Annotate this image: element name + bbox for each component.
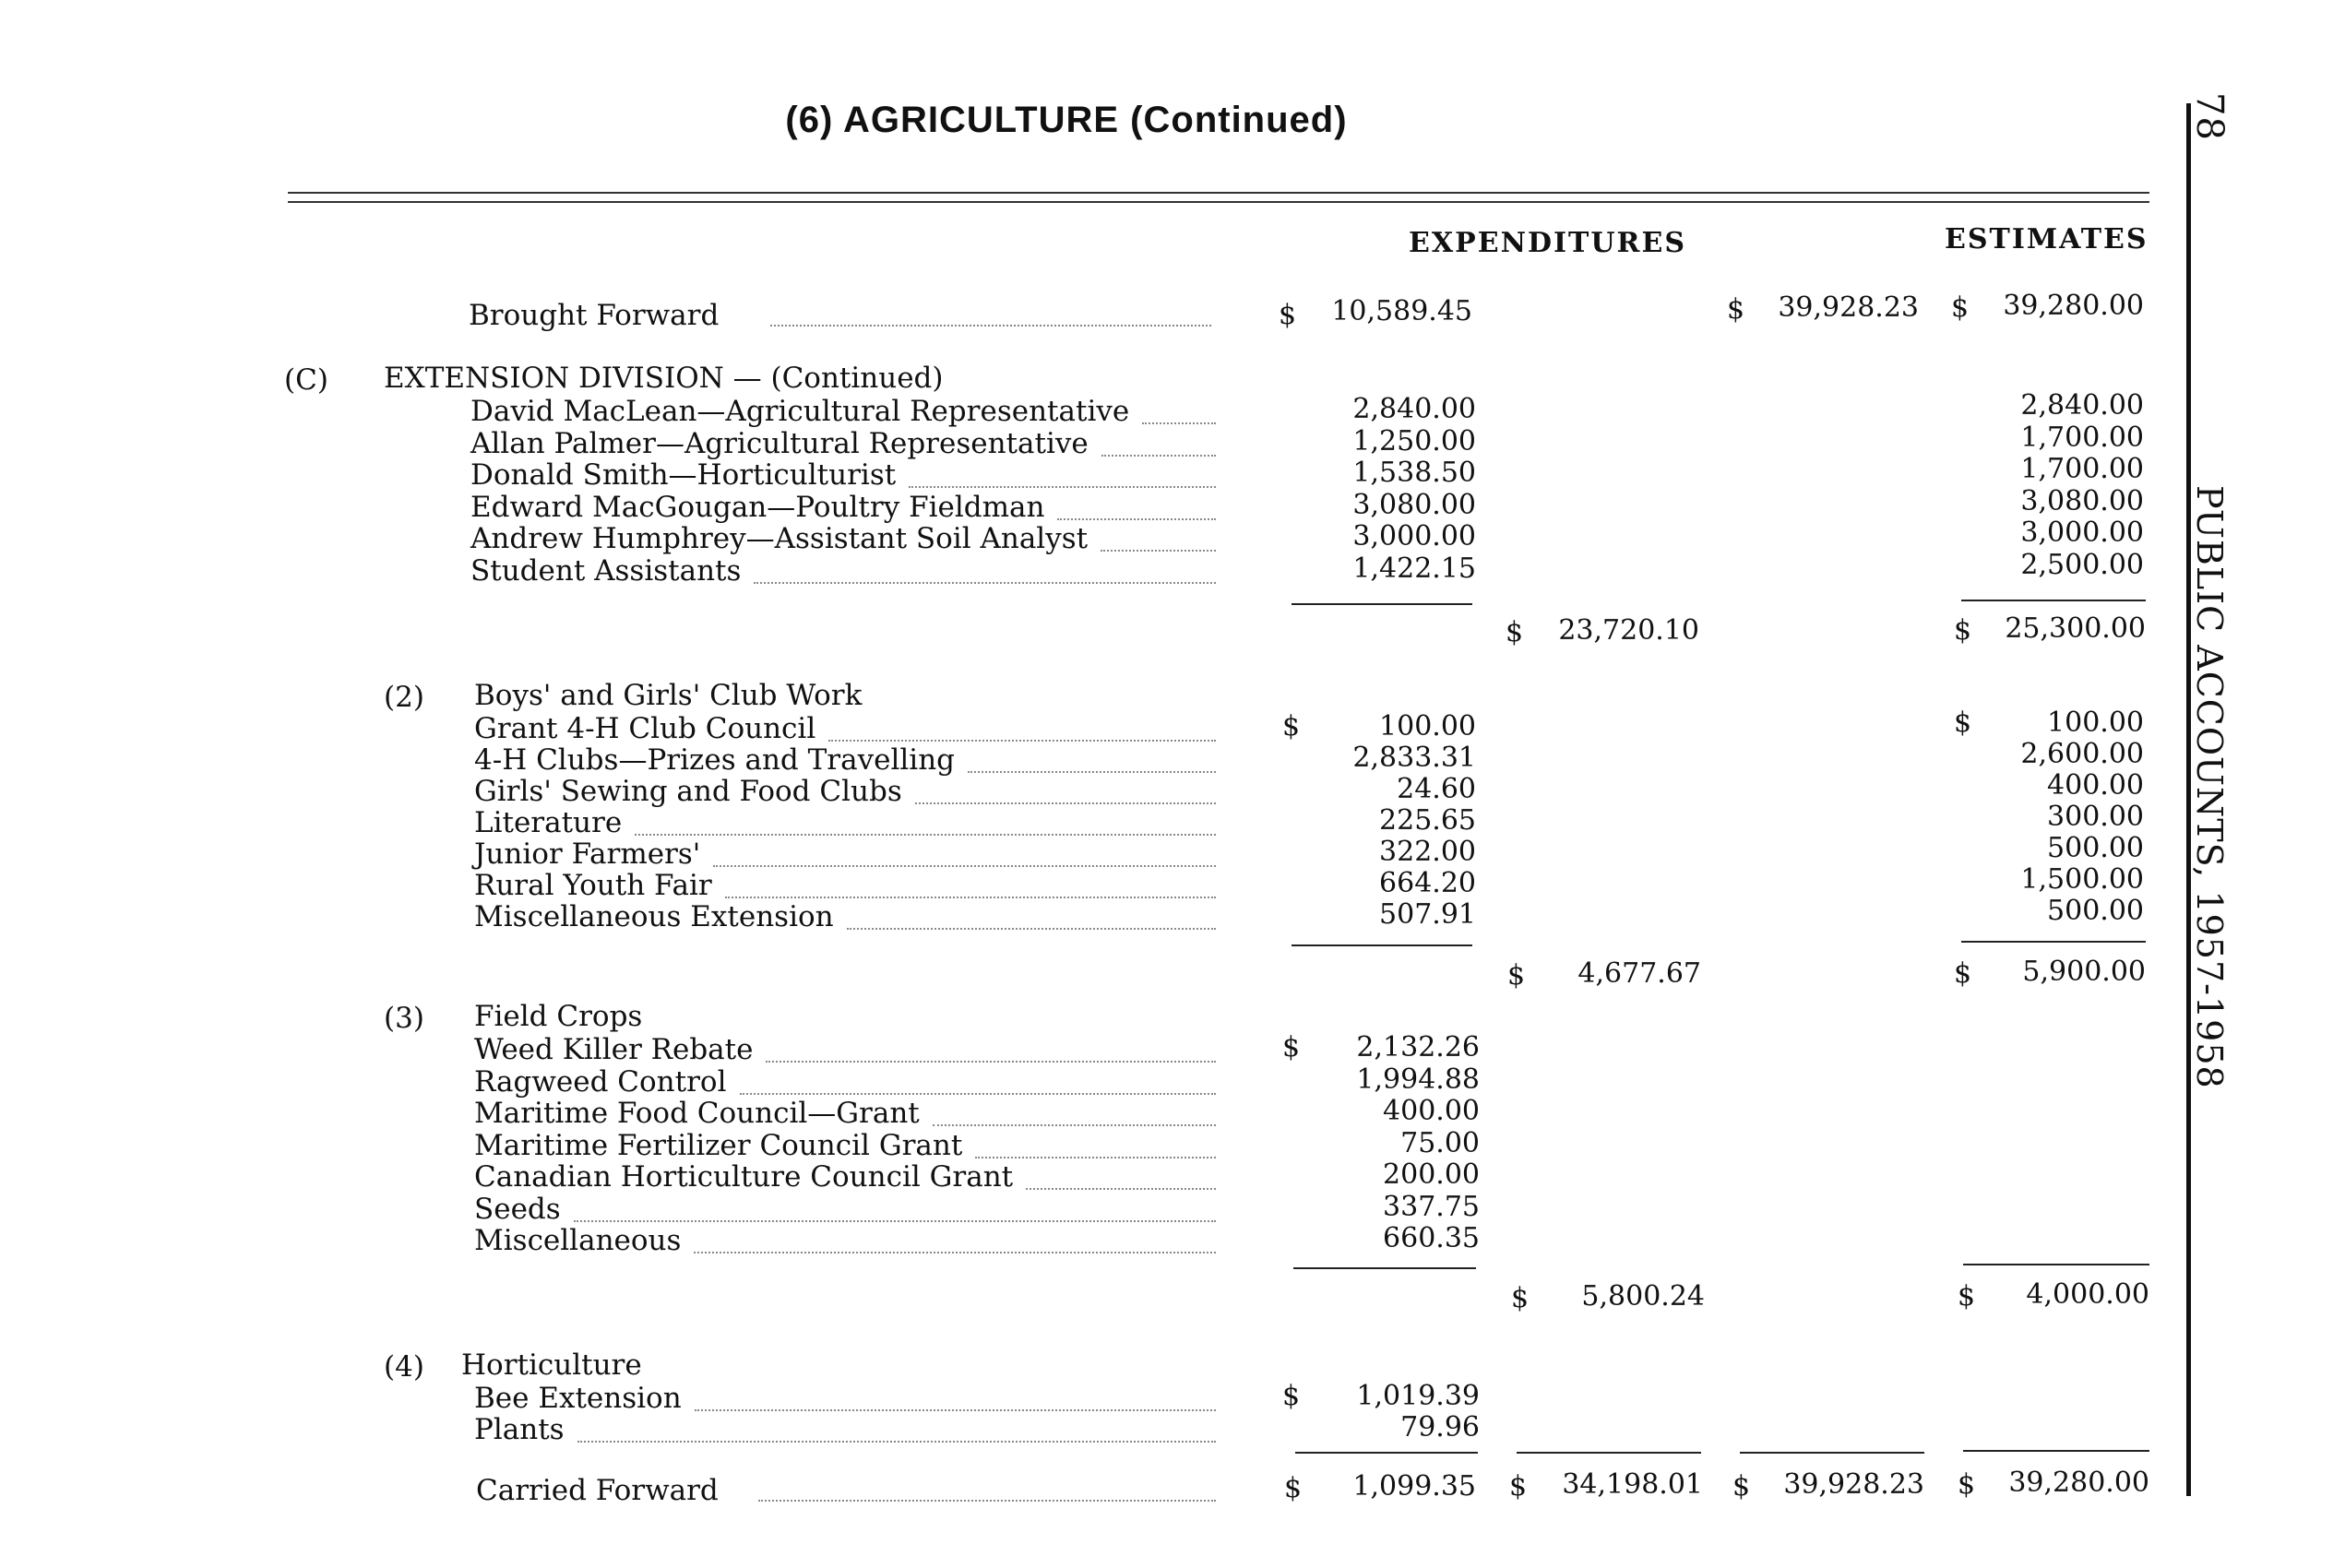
page-title: (6) AGRICULTURE (Continued) xyxy=(785,100,1348,140)
line-item-label: Student Assistants xyxy=(470,553,742,588)
dollar-sign: $ xyxy=(1958,1280,1976,1313)
line-item-expenditure: 337.75 xyxy=(1383,1190,1480,1223)
line-item-estimate: 2,840.00 xyxy=(2020,389,2144,422)
carried-forward-total: 39,928.23 xyxy=(1783,1468,1924,1501)
line-item-label: Maritime Food Council—Grant xyxy=(474,1097,920,1130)
expenditures-header: EXPENDITURES xyxy=(1409,227,1686,259)
line-item-estimate: 1,700.00 xyxy=(2020,421,2144,454)
line-item-estimate: 400.00 xyxy=(2047,769,2144,802)
brought-forward-expenditure: 10,589.45 xyxy=(1331,295,1472,327)
line-item-label: Edward MacGougan—Poultry Fieldman xyxy=(470,490,1045,524)
section-2-subtotal: 4,677.67 xyxy=(1577,957,1701,990)
dollar-sign: $ xyxy=(1511,1282,1530,1314)
leader-dots xyxy=(847,926,1216,930)
side-title xyxy=(2175,92,2231,1568)
dollar-sign: $ xyxy=(1279,299,1297,331)
dollar-sign: $ xyxy=(1507,959,1526,992)
line-item-expenditure: 660.35 xyxy=(1383,1222,1480,1254)
line-item-label: Bee Extension xyxy=(474,1382,682,1415)
line-item-expenditure: 1,422.15 xyxy=(1352,552,1476,585)
section-heading: Boys' and Girls' Club Work xyxy=(474,679,863,712)
carried-forward-expenditure: 1,099.35 xyxy=(1352,1470,1476,1503)
line-item-label: Seeds xyxy=(474,1192,561,1226)
line-item-estimate: 1,500.00 xyxy=(2020,863,2144,896)
leader-dots xyxy=(909,484,1216,488)
subtotal-rule xyxy=(1292,603,1472,605)
leader-dots xyxy=(968,769,1216,773)
line-item-label: Junior Farmers' xyxy=(474,837,701,871)
leader-dots xyxy=(766,1059,1216,1063)
dollar-sign: $ xyxy=(1954,957,1972,990)
line-item-label: Rural Youth Fair xyxy=(474,869,712,902)
dollar-sign: $ xyxy=(1727,293,1745,326)
line-item-expenditure: 1,250.00 xyxy=(1352,424,1476,457)
subtotal-rule xyxy=(1293,1267,1476,1269)
header-rule-bottom xyxy=(288,201,2149,203)
line-item-expenditure: 3,080.00 xyxy=(1352,488,1476,521)
brought-forward-label: Brought Forward xyxy=(469,299,720,332)
subtotal-rule xyxy=(1292,944,1472,946)
carried-forward-label: Carried Forward xyxy=(476,1474,719,1507)
line-item-expenditure: 225.65 xyxy=(1379,804,1476,837)
section-c-subtotal: 23,720.10 xyxy=(1558,614,1699,647)
line-item-label: Donald Smith—Horticulturist xyxy=(470,458,897,492)
section-heading: EXTENSION DIVISION — (Continued) xyxy=(384,362,944,395)
line-item-label: Canadian Horticulture Council Grant xyxy=(474,1160,1014,1194)
dollar-sign: $ xyxy=(1509,1470,1528,1503)
leader-dots xyxy=(933,1123,1216,1126)
section-heading: Field Crops xyxy=(474,1000,643,1033)
line-item-expenditure: 1,538.50 xyxy=(1352,457,1476,489)
leader-dots xyxy=(713,863,1216,867)
leader-dots xyxy=(758,1498,1216,1502)
leader-dots xyxy=(1101,548,1216,552)
leader-dots xyxy=(975,1155,1216,1158)
brought-forward-total: 39,928.23 xyxy=(1778,291,1919,324)
line-item-estimate: 300.00 xyxy=(2047,801,2144,833)
line-item-expenditure: 1,994.88 xyxy=(1356,1063,1480,1096)
line-item-expenditure: 664.20 xyxy=(1379,867,1476,899)
line-item-label: Plants xyxy=(474,1413,565,1446)
section-c-estimate-total: 25,300.00 xyxy=(2005,612,2146,645)
line-item-label: Miscellaneous xyxy=(474,1224,682,1257)
section-marker: (2) xyxy=(384,681,424,714)
leader-dots xyxy=(1057,517,1216,520)
dollar-sign: $ xyxy=(1958,1468,1976,1501)
section-3-subtotal: 5,800.24 xyxy=(1581,1280,1705,1313)
line-item-estimate: 2,600.00 xyxy=(2020,738,2144,770)
leader-dots xyxy=(770,323,1211,327)
line-item-label: 4-H Clubs—Prizes and Travelling xyxy=(474,743,956,777)
brought-forward-estimate: 39,280.00 xyxy=(2003,290,2144,322)
line-item-label: Andrew Humphrey—Assistant Soil Analyst xyxy=(470,522,1089,555)
leader-dots xyxy=(725,895,1216,898)
total-rule xyxy=(1517,1452,1701,1454)
leader-dots xyxy=(694,1250,1216,1253)
line-item-expenditure: 3,000.00 xyxy=(1352,520,1476,552)
line-item-expenditure: 100.00 xyxy=(1379,710,1476,742)
carried-forward-subtotal: 34,198.01 xyxy=(1562,1468,1703,1501)
line-item-estimate: 2,500.00 xyxy=(2020,548,2144,581)
leader-dots xyxy=(1142,421,1216,424)
carried-forward-estimate: 39,280.00 xyxy=(2008,1467,2149,1499)
total-rule xyxy=(1295,1452,1478,1454)
dollar-sign: $ xyxy=(1282,1380,1301,1412)
leader-dots xyxy=(828,738,1216,742)
total-rule xyxy=(1963,1450,2149,1452)
dollar-sign: $ xyxy=(1732,1470,1751,1503)
line-item-expenditure: 400.00 xyxy=(1383,1095,1480,1127)
line-item-label: Weed Killer Rebate xyxy=(474,1033,754,1066)
subtotal-rule xyxy=(1963,1264,2149,1265)
leader-dots xyxy=(695,1408,1216,1411)
subtotal-rule xyxy=(1961,941,2146,943)
dollar-sign: $ xyxy=(1284,1472,1303,1504)
line-item-label: David MacLean—Agricultural Representative xyxy=(470,395,1130,428)
leader-dots xyxy=(1101,453,1216,457)
section-marker: (3) xyxy=(384,1002,424,1035)
dollar-sign: $ xyxy=(1282,1031,1301,1063)
section-2-estimate-total: 5,900.00 xyxy=(2022,956,2146,988)
section-marker: (4) xyxy=(384,1350,424,1384)
leader-dots xyxy=(740,1091,1216,1095)
section-3-estimate-total: 4,000.00 xyxy=(2026,1278,2149,1311)
section-heading: Horticulture xyxy=(461,1348,642,1382)
line-item-estimate: 3,000.00 xyxy=(2020,517,2144,549)
line-item-label: Ragweed Control xyxy=(474,1064,727,1099)
line-item-label: Allan Palmer—Agricultural Representative xyxy=(470,426,1089,460)
dollar-sign: $ xyxy=(1954,614,1972,647)
line-item-expenditure: 200.00 xyxy=(1383,1158,1480,1191)
page-number: 78 xyxy=(2188,92,2231,141)
leader-dots xyxy=(754,580,1216,584)
line-item-expenditure: 2,833.31 xyxy=(1352,742,1476,774)
line-item-label: Girls' Sewing and Food Clubs xyxy=(474,775,902,808)
leader-dots xyxy=(635,832,1216,836)
dollar-sign: $ xyxy=(1951,291,1970,324)
leader-dots xyxy=(574,1218,1216,1222)
line-item-estimate: 500.00 xyxy=(2047,832,2144,864)
line-item-estimate: 1,700.00 xyxy=(2020,453,2144,485)
subtotal-rule xyxy=(1961,600,2146,601)
line-item-expenditure: 1,019.39 xyxy=(1356,1380,1480,1412)
line-item-estimate: 100.00 xyxy=(2047,707,2144,739)
header-rule-top xyxy=(288,192,2149,194)
line-item-estimate: 3,080.00 xyxy=(2020,484,2144,517)
line-item-label: Literature xyxy=(474,806,623,839)
line-item-label: Maritime Fertilizer Council Grant xyxy=(474,1128,963,1162)
leader-dots xyxy=(1026,1186,1216,1190)
dollar-sign: $ xyxy=(1954,707,1972,739)
line-item-expenditure: 75.00 xyxy=(1400,1126,1480,1159)
line-item-expenditure: 507.91 xyxy=(1379,898,1476,931)
line-item-expenditure: 24.60 xyxy=(1397,773,1476,805)
line-item-expenditure: 2,840.00 xyxy=(1352,393,1476,425)
side-title-text: PUBLIC ACCOUNTS, 1957-1958 xyxy=(2189,485,2230,1089)
section-marker: (C) xyxy=(284,363,328,397)
leader-dots xyxy=(915,801,1216,804)
total-rule xyxy=(1740,1452,1924,1454)
line-item-expenditure: 322.00 xyxy=(1379,836,1476,868)
line-item-label: Miscellaneous Extension xyxy=(474,900,834,933)
estimates-header: ESTIMATES xyxy=(1945,223,2149,255)
dollar-sign: $ xyxy=(1506,616,1524,648)
line-item-expenditure: 79.96 xyxy=(1400,1411,1480,1443)
leader-dots xyxy=(577,1439,1216,1443)
line-item-label: Grant 4-H Club Council xyxy=(474,712,816,745)
line-item-expenditure: 2,132.26 xyxy=(1356,1031,1480,1063)
line-item-estimate: 500.00 xyxy=(2047,895,2144,927)
dollar-sign: $ xyxy=(1282,710,1301,742)
